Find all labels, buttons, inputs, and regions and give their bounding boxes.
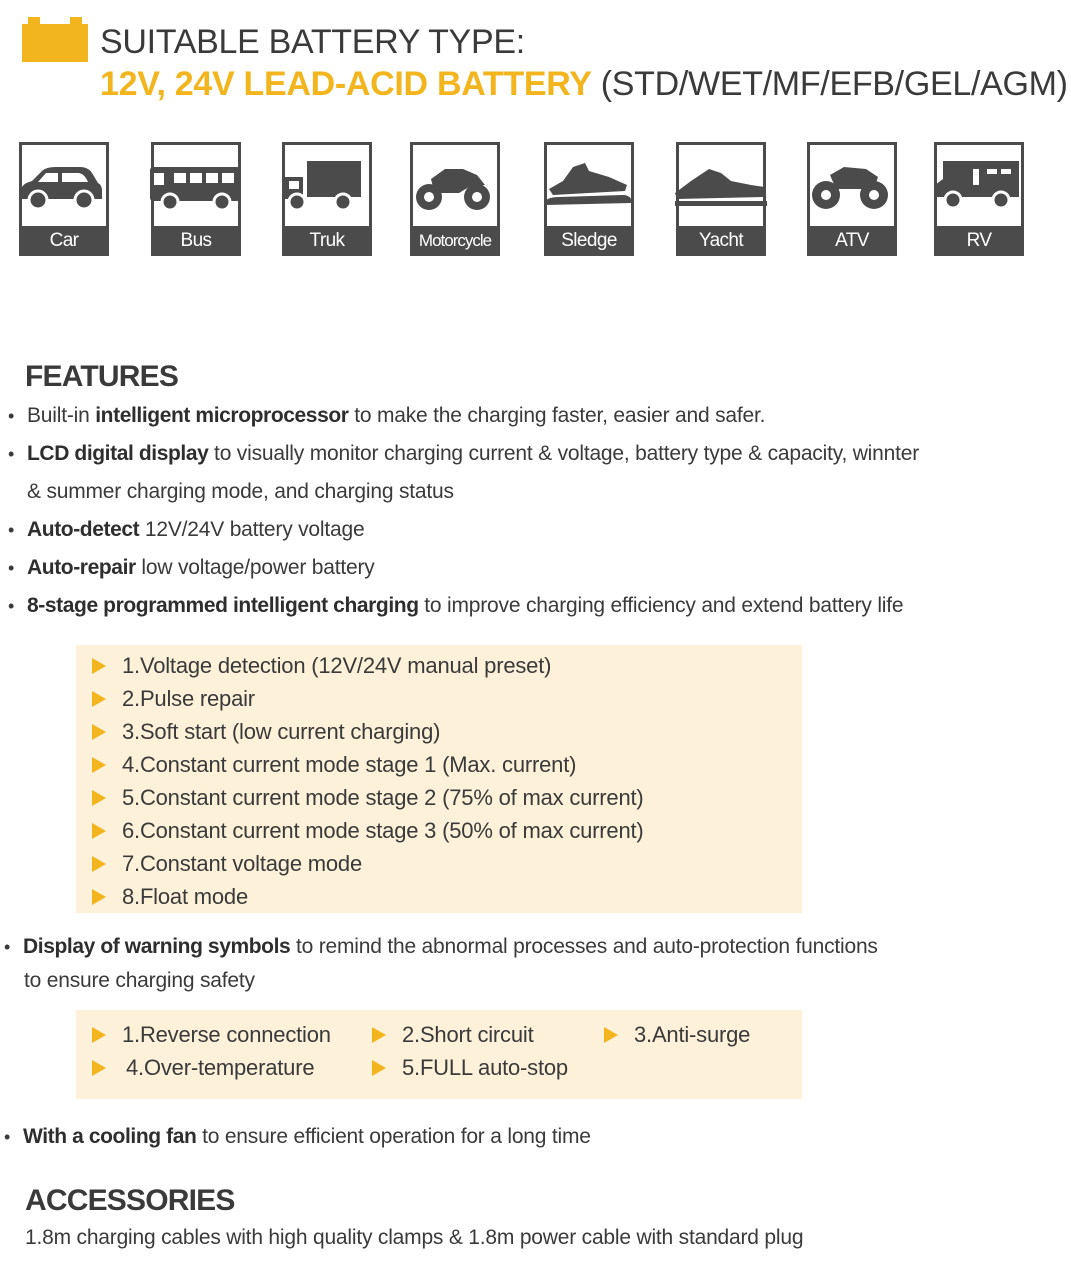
arrow-right-icon [92,757,106,773]
stage-label: 8.Float mode [122,884,249,909]
arrow-right-icon [92,724,106,740]
feature-continuation: to ensure charging safety [24,969,255,992]
charging-stages-panel [76,645,802,913]
vehicle-label: RV [934,226,1024,256]
warning-item [372,1022,534,1048]
warning-label: 1.Reverse connection [122,1022,331,1047]
warning-symbols-panel [76,1010,802,1099]
vehicle-label: Yacht [676,226,766,256]
feature-post: to remind the abnormal processes and auto-protection functions [290,935,878,958]
stage-item [92,653,551,679]
arrow-right-icon [92,823,106,839]
arrow-right-icon [604,1027,618,1043]
battery-type-value [100,64,1068,104]
vehicle-label: Motorcycle [410,226,500,256]
bullet-icon: • [8,596,15,616]
warning-label: 2.Short circuit [402,1022,534,1047]
stage-item [92,851,362,877]
jetski-icon [671,157,771,217]
vehicle-tile-truck [282,142,372,256]
battery-voltage-highlight: 12V, 24V LEAD-ACID BATTERY [100,65,592,103]
stage-label: 4.Constant current mode stage 1 (Max. current) [122,752,577,777]
arrow-right-icon [92,1060,106,1076]
feature-item [8,442,919,466]
atv-icon [802,157,894,217]
bullet-icon: • [8,558,15,578]
snowmobile-icon [539,157,635,217]
bus-icon [146,157,246,217]
feature-post: to ensure efficient operation for a long time [196,1125,591,1148]
stage-item [92,785,644,811]
warning-item [92,1055,314,1081]
battery-subtypes: (STD/WET/MF/EFB/GEL/AGM) [591,65,1068,103]
bullet-icon: • [8,520,15,540]
battery-type-heading: SUITABLE BATTERY TYPE: [100,23,525,61]
feature-item-warning [4,935,878,959]
feature-post: to improve charging efficiency and extend battery life [418,594,904,617]
stage-item [92,752,576,778]
stage-item [92,719,440,745]
warning-item [92,1022,331,1048]
accessories-text: 1.8m charging cables with high quality clamps & 1.8m power cable with standard plug [25,1226,804,1249]
vehicle-tile-bus [151,142,241,256]
features-heading: FEATURES [25,360,179,393]
battery-icon [22,14,88,62]
stage-label: 5.Constant current mode stage 2 (75% of max current) [122,785,644,810]
vehicle-label: Bus [151,226,241,256]
stage-label: 6.Constant current mode stage 3 (50% of max current) [122,818,644,843]
bullet-icon: • [4,1127,11,1147]
vehicle-label: Car [19,226,109,256]
feature-continuation: & summer charging mode, and charging status [27,480,454,503]
feature-post: to visually monitor charging current & voltage, battery type & capacity, winnter [208,442,920,465]
feature-bold: intelligent microprocessor [95,404,349,427]
arrow-right-icon [92,790,106,806]
arrow-right-icon [372,1060,386,1076]
bullet-icon: • [8,444,15,464]
vehicle-tile-car [19,142,109,256]
accessories-heading: ACCESSORIES [25,1184,235,1217]
vehicle-label: ATV [807,226,897,256]
stage-item [92,686,255,712]
feature-item-fan [4,1125,591,1149]
warning-label: 5.FULL auto-stop [402,1055,568,1080]
feature-item [8,518,364,542]
arrow-right-icon [92,856,106,872]
feature-bold: Auto-detect [27,518,140,541]
vehicle-tile-atv [807,142,897,256]
feature-bold: Display of warning symbols [23,935,291,958]
car-icon [14,157,106,217]
feature-bold: LCD digital display [27,442,209,465]
stage-item [92,818,644,844]
feature-item [8,594,903,618]
truck-icon [277,157,367,217]
warning-item [604,1022,750,1048]
rv-icon [929,157,1029,217]
feature-item [8,556,375,580]
vehicle-tile-motorcycle [410,142,500,256]
feature-post: 12V/24V battery voltage [139,518,365,541]
stage-label: 3.Soft start (low current charging) [122,719,441,744]
stage-label: 1.Voltage detection (12V/24V manual preset) [122,653,552,678]
bullet-icon: • [4,937,11,957]
stage-label: 2.Pulse repair [122,686,255,711]
feature-bold: Auto-repair [27,556,136,579]
feature-bold: With a cooling fan [23,1125,197,1148]
arrow-right-icon [92,658,106,674]
feature-post: low voltage/power battery [135,556,375,579]
motorcycle-icon [405,157,497,217]
warning-label: 3.Anti-surge [634,1022,751,1047]
stage-item [92,884,248,910]
bullet-icon: • [8,406,15,426]
stage-label: 7.Constant voltage mode [122,851,362,876]
feature-pre: Built-in [27,404,96,427]
warning-label: 4.Over-temperature [126,1055,315,1080]
feature-item [8,404,765,428]
warning-item [372,1055,568,1081]
vehicle-tile-rv [934,142,1024,256]
feature-post: to make the charging faster, easier and safer. [348,404,766,427]
arrow-right-icon [92,889,106,905]
vehicle-label: Truk [282,226,372,256]
feature-bold: 8-stage programmed intelligent charging [27,594,419,617]
arrow-right-icon [92,691,106,707]
vehicle-tile-sledge [544,142,634,256]
arrow-right-icon [372,1027,386,1043]
vehicle-tile-yacht [676,142,766,256]
arrow-right-icon [92,1027,106,1043]
vehicle-label: Sledge [544,226,634,256]
